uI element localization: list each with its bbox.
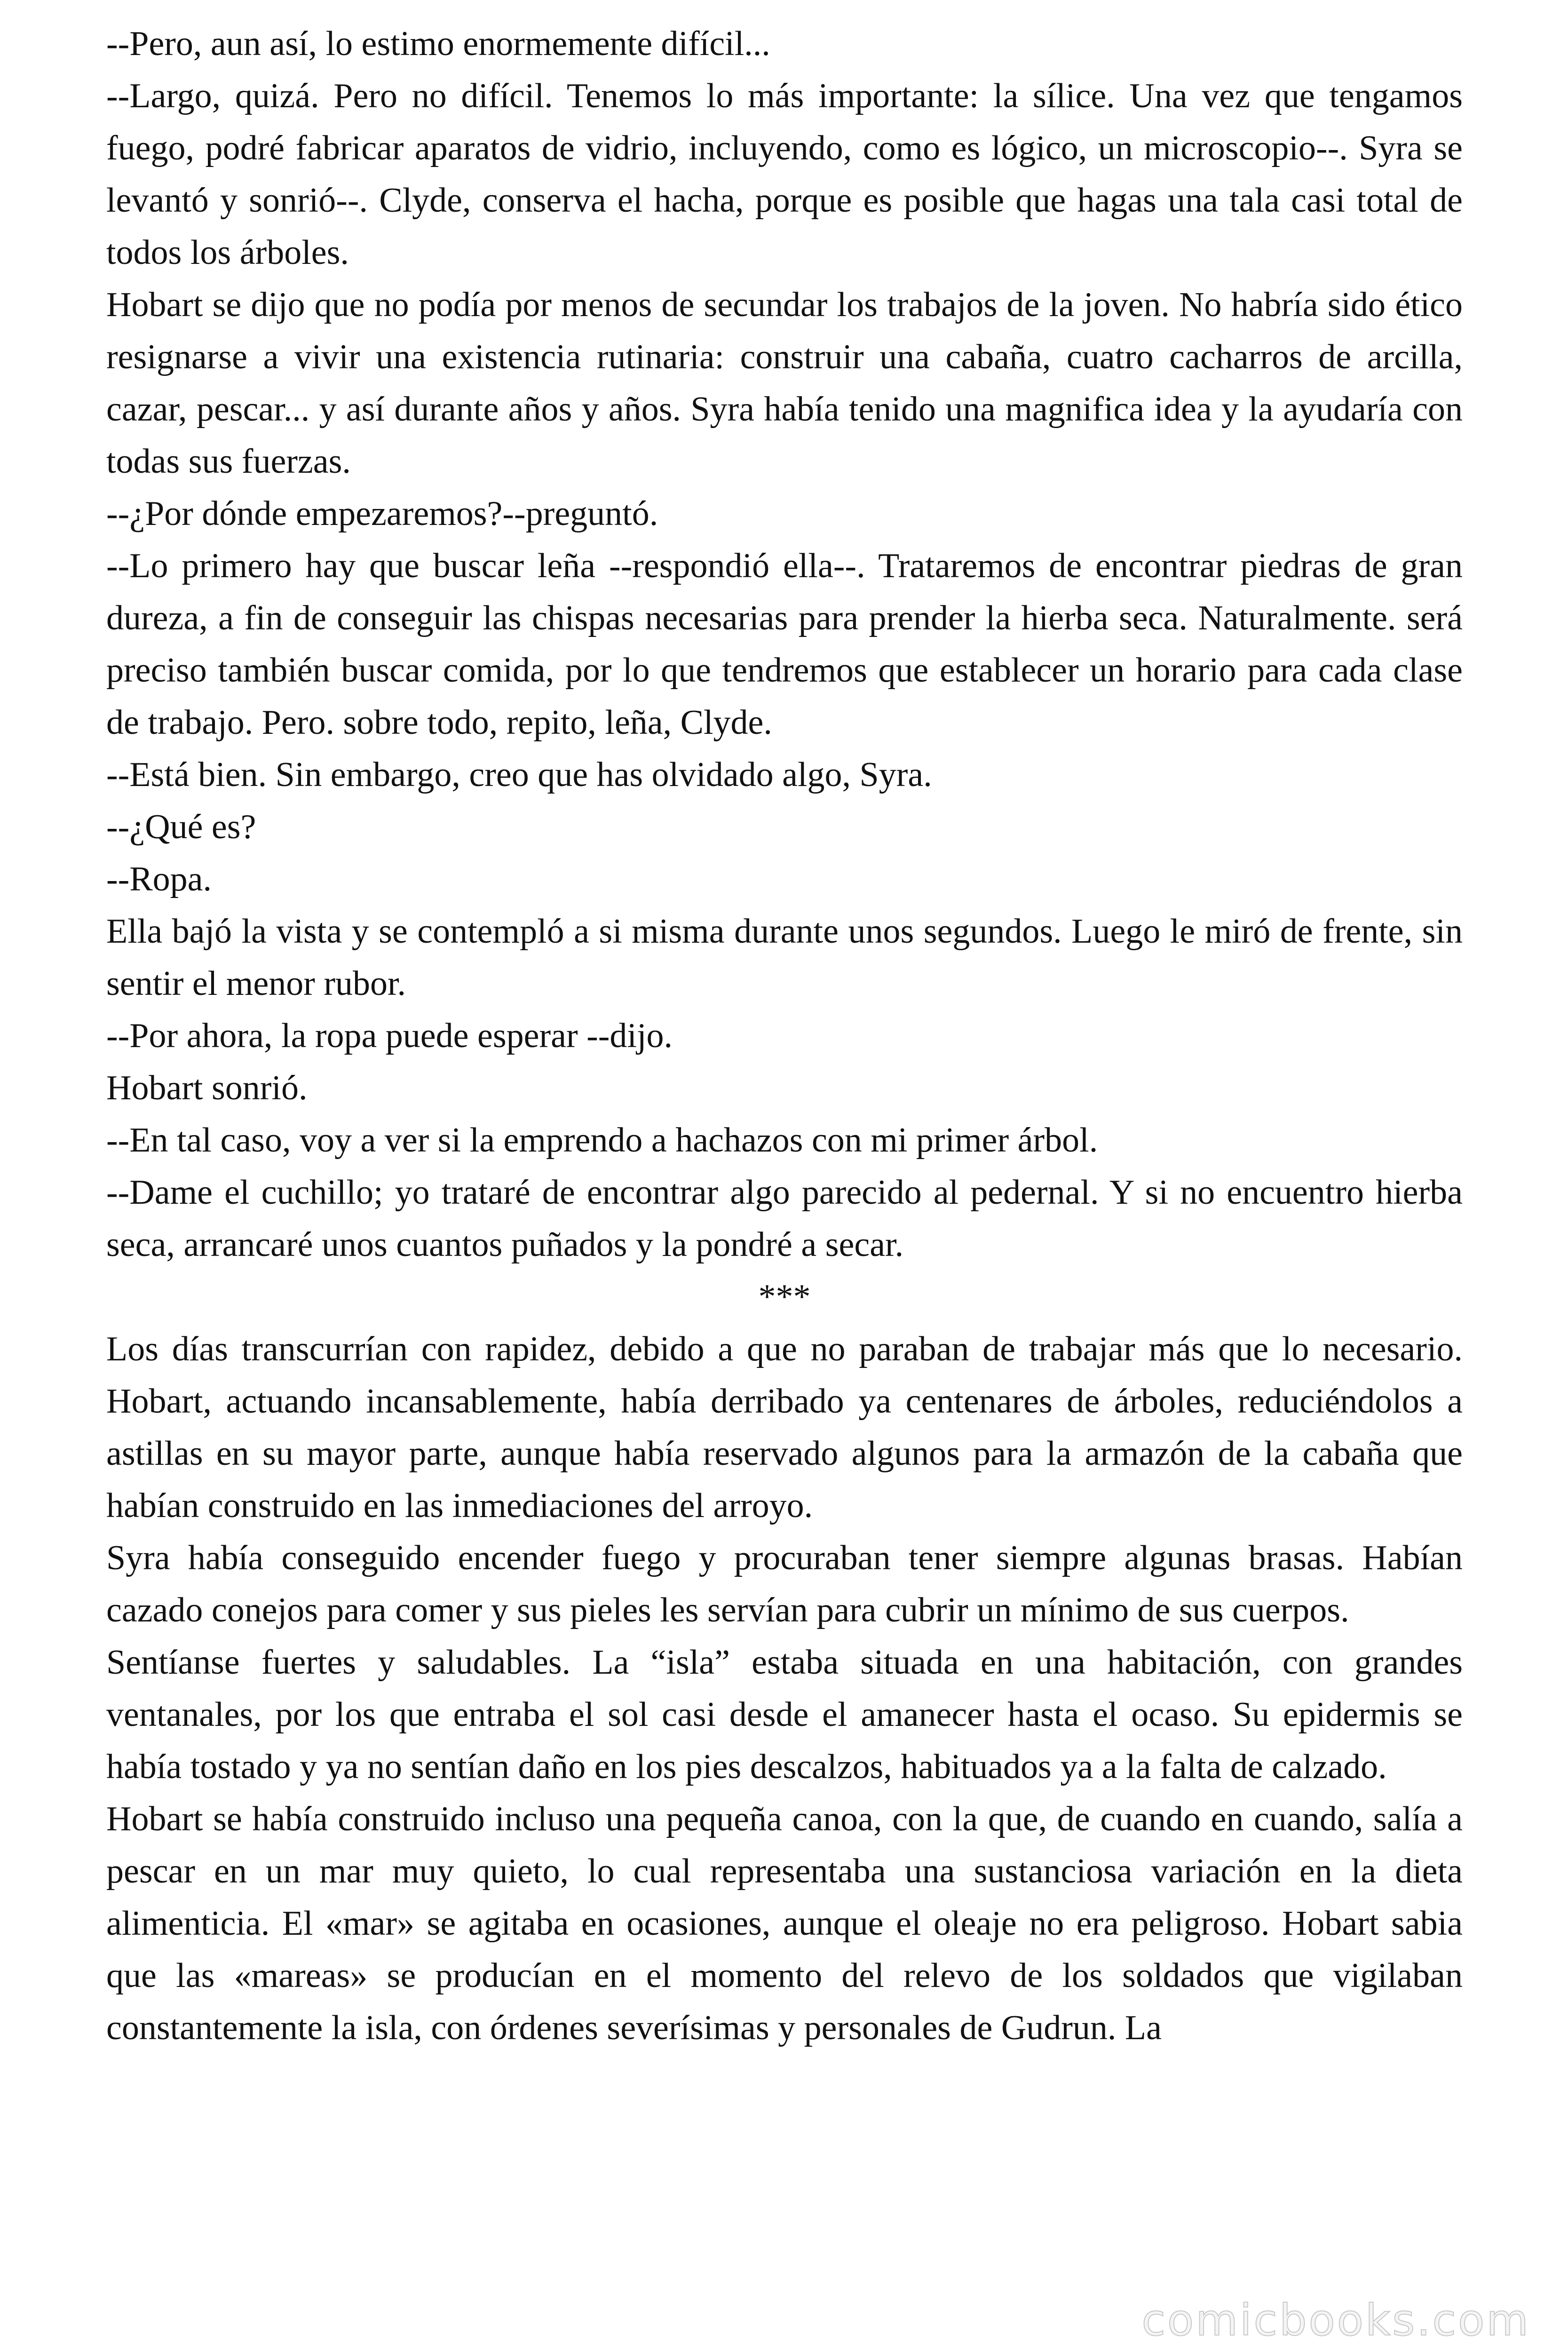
dialogue-line: --Dame el cuchillo; yo trataré de encontrar algo parecido al pedernal. Y si no encuentro hierba seca, arrancaré unos cuantos puñados y la pondré a secar. <box>106 1173 1463 1264</box>
section-break: *** <box>758 1278 811 1316</box>
narration-paragraph: Hobart se había construido incluso una pequeña canoa, con la que, de cuando en cuando, salía a pescar en un mar muy quieto, lo cual representaba una sustanciosa variación en la dieta alimenticia. El «mar» se agitaba en ocasiones, aunque el oleaje no era peligroso. Hobart sabia que las «mareas» se producían en el momento del relevo de los soldados que vigilaban constantemente la isla, con órdenes severísimas y personales de Gudrun. La <box>106 1800 1463 2047</box>
narration-paragraph: Hobart sonrió. <box>106 1069 308 1107</box>
narration-paragraph: Ella bajó la vista y se contempló a si misma durante unos segundos. Luego le miró de frente, sin sentir el menor rubor. <box>106 912 1463 1003</box>
watermark: comicbooks.com <box>1141 2295 1530 2345</box>
narration-paragraph: Sentíanse fuertes y saludables. La “isla” estaba situada en una habitación, con grandes ventanales, por los que entraba el sol casi desde el amanecer hasta el ocaso. Su epidermis se había tostado y ya no sentían daño en los pies descalzos, habituados ya a la falta de calzado. <box>106 1643 1463 1786</box>
dialogue-line: --¿Qué es? <box>106 808 256 846</box>
narration-paragraph: Syra había conseguido encender fuego y procuraban tener siempre algunas brasas. Habían cazado conejos para comer y sus pieles les servían para cubrir un mínimo de sus cuerpos. <box>106 1539 1463 1629</box>
dialogue-line: --¿Por dónde empezaremos?--preguntó. <box>106 494 658 533</box>
dialogue-line: --Ropa. <box>106 860 212 898</box>
dialogue-line: --En tal caso, voy a ver si la emprendo a hachazos con mi primer árbol. <box>106 1121 1098 1160</box>
dialogue-line: --Lo primero hay que buscar leña --respondió ella--. Trataremos de encontrar piedras de gran dureza, a fin de conseguir las chispas necesarias para prender la hierba seca. Naturalmente. será preciso también buscar comida, por lo que tendremos que establecer un horario para cada clase de trabajo. Pero. sobre todo, repito, leña, Clyde. <box>106 547 1463 742</box>
document-page <box>106 18 1463 2054</box>
narration-paragraph: Los días transcurrían con rapidez, debido a que no paraban de trabajar más que lo necesario. Hobart, actuando incansablemente, había derribado ya centenares de árboles, reduciéndolos a astillas en su mayor parte, aunque había reservado algunos para la armazón de la cabaña que habían construido en las inmediaciones del arroyo. <box>106 1330 1463 1525</box>
dialogue-line: --Está bien. Sin embargo, creo que has olvidado algo, Syra. <box>106 755 932 794</box>
narration-paragraph: Hobart se dijo que no podía por menos de secundar los trabajos de la joven. No habría sido ético resignarse a vivir una existencia rutinaria: construir una cabaña, cuatro cacharros de arcilla, cazar, pescar... y así durante años y años. Syra había tenido una magnifica idea y la ayudaría con todas sus fuerzas. <box>106 286 1463 481</box>
dialogue-line: --Por ahora, la ropa puede esperar --dijo. <box>106 1017 673 1055</box>
dialogue-line: --Pero, aun así, lo estimo enormemente difícil... <box>106 24 770 63</box>
dialogue-line: --Largo, quizá. Pero no difícil. Tenemos lo más importante: la sílice. Una vez que tengamos fuego, podré fabricar aparatos de vidrio, incluyendo, como es lógico, un microscopio--. Syra se levantó y sonrió--. Clyde, conserva el hacha, porque es posible que hagas una tala casi total de todos los árboles. <box>106 77 1463 272</box>
